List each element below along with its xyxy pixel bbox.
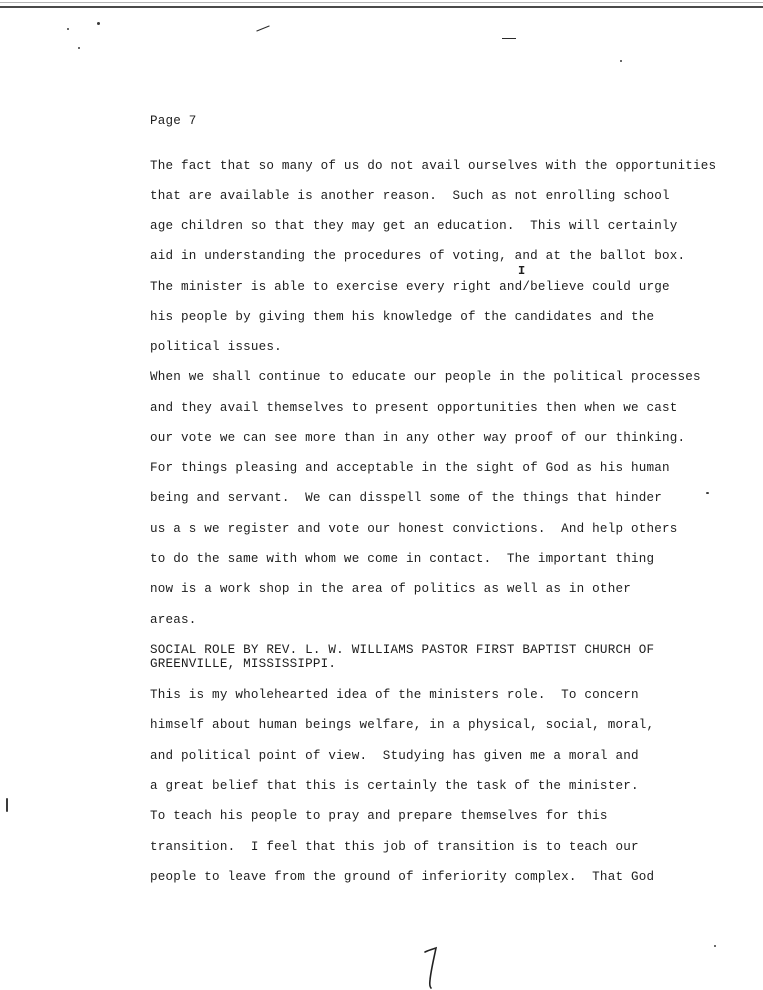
body-line: our vote we can see more than in any other way proof of our thinking. — [150, 431, 686, 445]
body-line: us a s we register and vote our honest convictions. And help others — [150, 522, 678, 536]
body-line: being and servant. We can disspell some of the things that hinder — [150, 491, 662, 505]
pen-stroke — [502, 38, 516, 39]
body-line: The minister is able to exercise every right and/believe could urge — [150, 280, 670, 294]
section-heading-line: GREENVILLE, MISSISSIPPI. — [150, 657, 337, 671]
body-line: areas. — [150, 613, 197, 627]
body-line: aid in understanding the procedures of voting, and at the ballot box. — [150, 249, 686, 263]
body-line: For things pleasing and acceptable in the sight of God as his human — [150, 461, 670, 475]
insertion-mark: I — [518, 264, 526, 278]
scan-speck — [706, 492, 709, 494]
section-line: people to leave from the ground of inferiority complex. That God — [150, 870, 655, 884]
body-line: and they avail themselves to present opportunities then when we cast — [150, 401, 678, 415]
section-line: transition. I feel that this job of transition is to teach our — [150, 840, 639, 854]
handwritten-page-number — [422, 946, 440, 990]
scan-speck — [67, 28, 69, 30]
body-line: that are available is another reason. Such as not enrolling school — [150, 189, 670, 203]
section-line: This is my wholehearted idea of the ministers role. To concern — [150, 688, 639, 702]
scan-speck — [714, 945, 716, 947]
scan-speck — [620, 60, 622, 62]
section-line: To teach his people to pray and prepare themselves for this — [150, 809, 608, 823]
section-heading-line: SOCIAL ROLE BY REV. L. W. WILLIAMS PASTOR FIRST BAPTIST CHURCH OF — [150, 643, 655, 657]
body-line: his people by giving them his knowledge of the candidates and the — [150, 310, 655, 324]
section-line: a great belief that this is certainly the task of the minister. — [150, 779, 639, 793]
pen-stroke — [256, 25, 269, 31]
body-line: to do the same with whom we come in contact. The important thing — [150, 552, 655, 566]
page-label: Page 7 — [150, 114, 197, 128]
section-line: himself about human beings welfare, in a physical, social, moral, — [150, 718, 655, 732]
scan-speck — [97, 22, 100, 25]
top-rule — [0, 6, 763, 8]
section-line: and political point of view. Studying has given me a moral and — [150, 749, 639, 763]
scan-speck — [6, 798, 8, 812]
body-line: political issues. — [150, 340, 282, 354]
top-rule-faint — [0, 2, 763, 3]
body-line: The fact that so many of us do not avail ourselves with the opportunities — [150, 159, 717, 173]
body-line: now is a work shop in the area of politics as well as in other — [150, 582, 631, 596]
body-line: When we shall continue to educate our people in the political processes — [150, 370, 701, 384]
scan-speck — [78, 47, 80, 49]
body-line: age children so that they may get an education. This will certainly — [150, 219, 678, 233]
